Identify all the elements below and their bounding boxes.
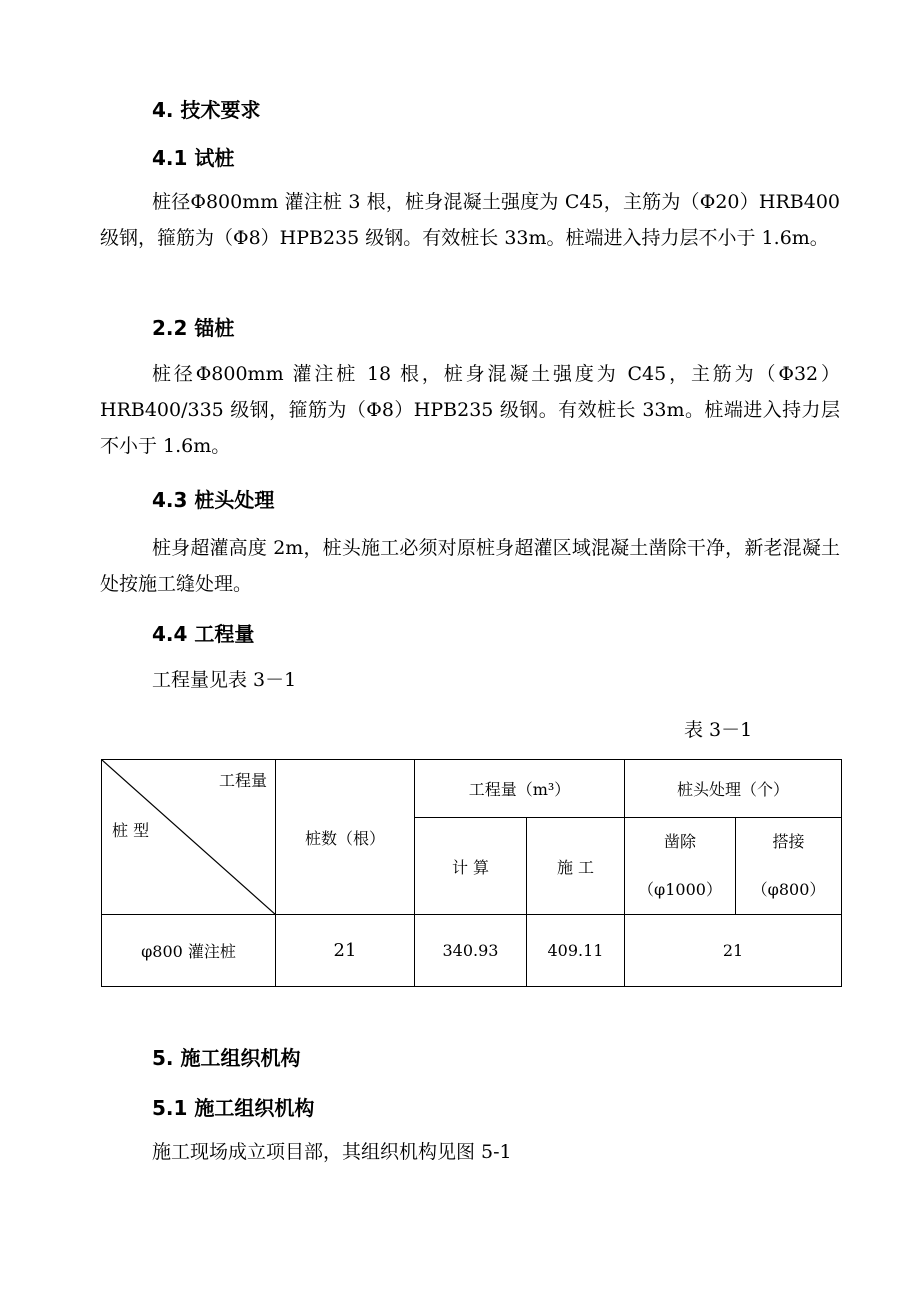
heading-4-4: 4.4 工程量 — [152, 622, 255, 646]
heading-2-2: 2.2 锚桩 — [152, 316, 235, 340]
header-lap-spec: （φ800） — [751, 880, 826, 899]
cell-pile-type: φ800 灌注桩 — [102, 915, 276, 987]
paragraph-4-3: 桩身超灌高度 2m，桩头施工必须对原桩身超灌区域混凝土凿除干净，新老混凝土处按施工缝处理。 — [100, 537, 840, 595]
heading-5-1: 5.1 施工组织机构 — [152, 1096, 315, 1120]
paragraph-2-2: 桩径Φ800mm 灌注桩 18 根，桩身混凝土强度为 C45，主筋为（Φ32）HRB400/335 级钢，箍筋为（Φ8）HPB235 级钢。有效桩长 33m。桩端进入持力层不小于 1.6m。 — [100, 363, 840, 457]
table-corner-cell — [102, 760, 276, 915]
header-quantity-build: 施 工 — [527, 818, 625, 915]
paragraph-4-4: 工程量见表 3－1 — [152, 669, 297, 691]
heading-4: 4. 技术要求 — [152, 98, 261, 122]
cell-pile-count: 21 — [276, 915, 415, 987]
heading-4-3: 4.3 桩头处理 — [152, 488, 275, 512]
cell-quantity-build: 409.11 — [527, 915, 625, 987]
corner-label-quantity: 工程量 — [218, 771, 267, 790]
header-pile-head: 桩头处理（个） — [625, 760, 842, 818]
header-quantity: 工程量（m³） — [415, 760, 625, 818]
cell-pile-head: 21 — [625, 915, 842, 987]
table-row — [102, 915, 842, 987]
table-caption: 表 3－1 — [684, 719, 753, 741]
header-quantity-calc: 计 算 — [415, 818, 527, 915]
header-pile-count: 桩数（根） — [276, 760, 415, 915]
header-chisel-spec: （φ1000） — [638, 880, 722, 899]
paragraph-5-1: 施工现场成立项目部，其组织机构见图 5-1 — [152, 1141, 512, 1163]
header-chisel — [625, 818, 736, 915]
header-lap — [736, 818, 842, 915]
heading-5: 5. 施工组织机构 — [152, 1046, 301, 1070]
corner-label-pile-type: 桩 型 — [112, 821, 150, 840]
quantity-table — [101, 759, 842, 987]
heading-4-1: 4.1 试桩 — [152, 146, 235, 170]
header-chisel-label: 凿除 — [663, 832, 696, 851]
cell-quantity-calc: 340.93 — [415, 915, 527, 987]
header-lap-label: 搭接 — [772, 832, 805, 851]
paragraph-4-1: 桩径Φ800mm 灌注桩 3 根，桩身混凝土强度为 C45，主筋为（Φ20）HRB400 级钢，箍筋为（Φ8）HPB235 级钢。有效桩长 33m。桩端进入持力层不小于 1.6m。 — [100, 191, 840, 249]
